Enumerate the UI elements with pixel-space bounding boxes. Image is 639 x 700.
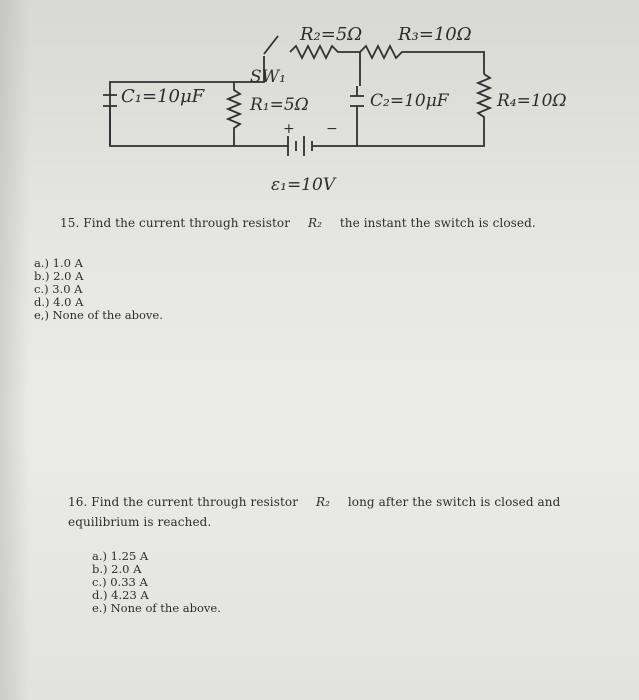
question-16 [68, 492, 608, 532]
q16-resistor: R₂ [315, 495, 330, 509]
right-top-wire [412, 52, 484, 74]
q15-option-e[interactable]: e,) None of the above. [34, 308, 163, 322]
r1-resistor [228, 82, 240, 146]
q15-resistor: R₂ [307, 216, 322, 230]
q15-options [34, 257, 163, 322]
q16-option-a[interactable]: a.) 1.25 A [92, 549, 149, 563]
emf-battery [244, 136, 350, 156]
q16-options [92, 550, 221, 615]
q16-option-e[interactable]: e.) None of the above. [92, 601, 221, 615]
c1-label: C₁=10μF [121, 86, 205, 107]
r1-label: R₁=5Ω [250, 95, 309, 115]
r2-label: R₂=5Ω [300, 24, 363, 45]
q15-option-c[interactable]: c.) 3.0 A [34, 282, 83, 296]
r3-label: R₃=10Ω [398, 24, 472, 45]
q16-prefix: 16. Find the current through resistor [68, 495, 299, 509]
c2-capacitor [350, 86, 364, 146]
q16-option-c[interactable]: c.) 0.33 A [92, 575, 148, 589]
q16-option-d[interactable]: d.) 4.23 A [92, 588, 149, 602]
r4-label: R₄=10Ω [497, 91, 567, 111]
q15-option-a[interactable]: a.) 1.0 A [34, 256, 83, 270]
q16-option-b[interactable]: b.) 2.0 A [92, 562, 142, 576]
r3-resistor [360, 46, 412, 58]
q15-prefix: 15. Find the current through resistor [60, 216, 291, 230]
question-15 [60, 216, 536, 230]
sw-label: SW₁ [250, 67, 286, 87]
r2-resistor [290, 46, 360, 58]
q15-option-b[interactable]: b.) 2.0 A [34, 269, 84, 283]
emf-label: ε₁=10V [271, 175, 336, 195]
q16-suffix: long after the switch is closed and equilibrium is reached. [68, 495, 561, 529]
q15-suffix: the instant the switch is closed. [339, 216, 536, 230]
c2-label: C₂=10μF [370, 91, 449, 111]
battery-minus-sign: − [326, 121, 338, 137]
battery-plus-sign: + [283, 121, 295, 137]
q15-option-d[interactable]: d.) 4.0 A [34, 295, 84, 309]
switch-sw1[interactable] [264, 36, 278, 54]
circuit-diagram [0, 0, 639, 200]
